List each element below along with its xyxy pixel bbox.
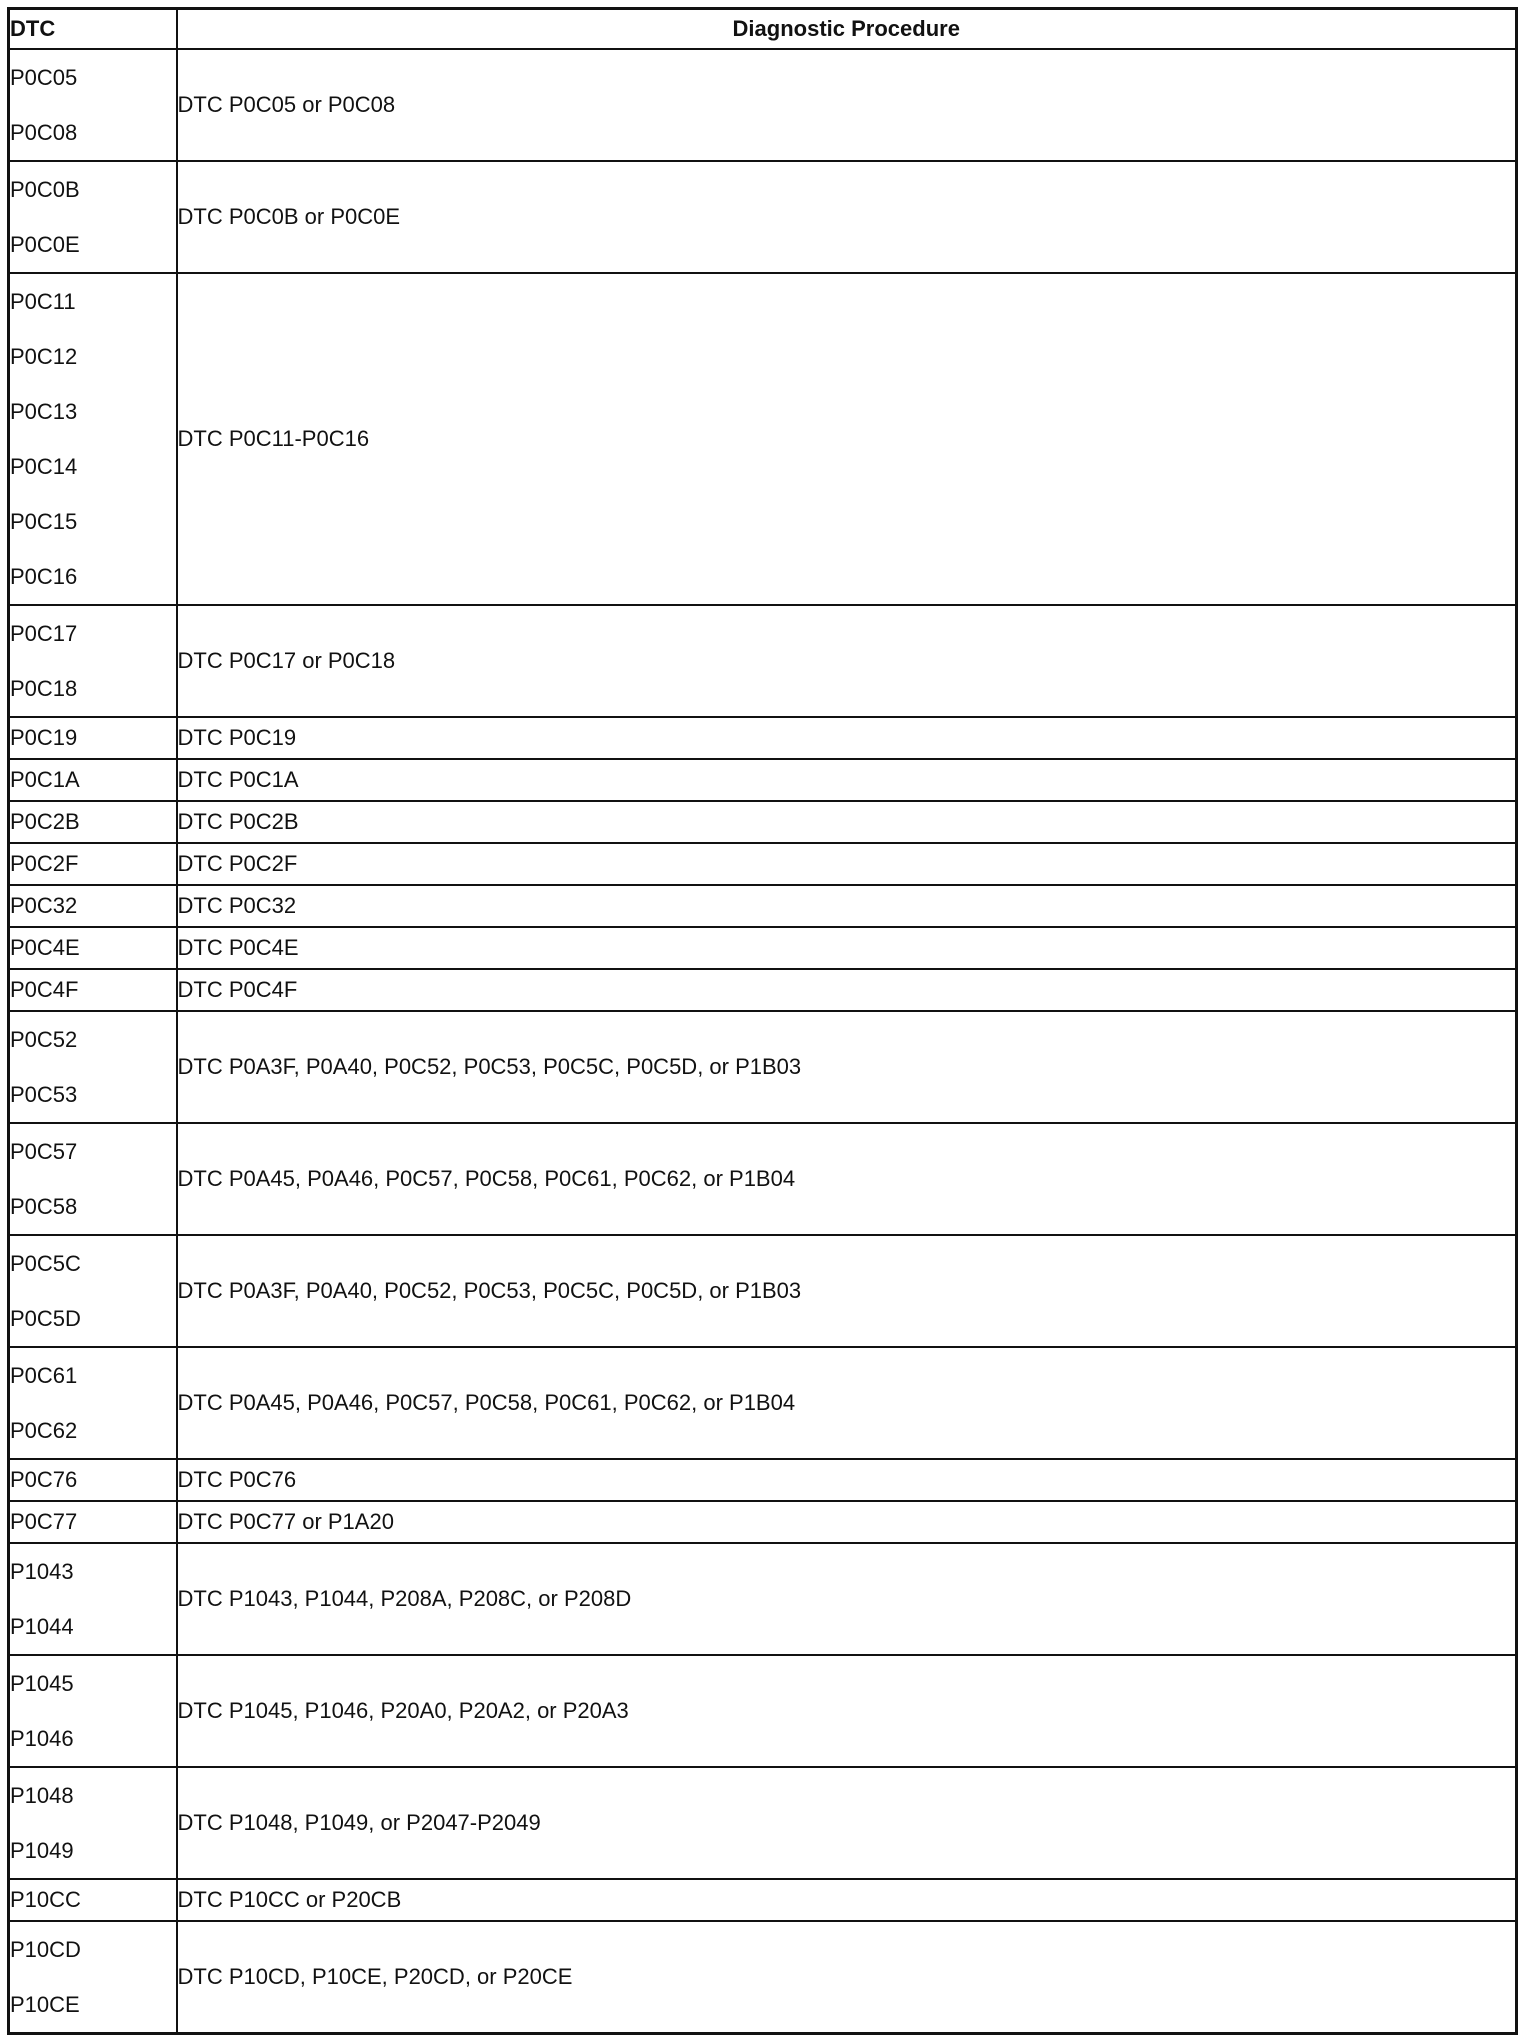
dtc-code: P0C15 (10, 509, 78, 534)
dtc-code: P0C52 (10, 1027, 78, 1052)
table-row (9, 759, 1517, 801)
dtc-code-cell (9, 927, 177, 969)
dtc-code: P1049 (10, 1838, 74, 1863)
table-row (9, 605, 1517, 717)
dtc-code-cell (9, 717, 177, 759)
table-row (9, 1767, 1517, 1879)
dtc-code-cell (9, 605, 177, 717)
header-dtc: DTC (9, 9, 177, 50)
dtc-code-cell (9, 1501, 177, 1543)
table-row (9, 927, 1517, 969)
table-row (9, 273, 1517, 605)
dtc-code: P0C0B (10, 177, 80, 202)
dtc-code: P0C5D (10, 1306, 81, 1331)
dtc-code: P10CC (10, 1887, 81, 1912)
table-row (9, 885, 1517, 927)
diagnostic-procedure-cell: DTC P1043, P1044, P208A, P208C, or P208D (177, 1543, 1517, 1655)
diagnostic-procedure-cell: DTC P0C17 or P0C18 (177, 605, 1517, 717)
dtc-code: P1046 (10, 1726, 74, 1751)
dtc-code: P0C2F (10, 851, 79, 876)
dtc-code-cell (9, 1767, 177, 1879)
diagnostic-procedure-cell: DTC P0C76 (177, 1459, 1517, 1501)
dtc-code-cell (9, 759, 177, 801)
table-row (9, 1011, 1517, 1123)
diagnostic-procedure-cell: DTC P0C77 or P1A20 (177, 1501, 1517, 1543)
diagnostic-procedure-cell: DTC P10CC or P20CB (177, 1879, 1517, 1921)
dtc-code: P1043 (10, 1559, 74, 1584)
diagnostic-procedure-cell: DTC P0A3F, P0A40, P0C52, P0C53, P0C5C, P0C5D, or P1B03 (177, 1011, 1517, 1123)
dtc-code: P0C77 (10, 1509, 78, 1534)
table-row (9, 717, 1517, 759)
dtc-code-cell (9, 1879, 177, 1921)
diagnostic-procedure-cell: DTC P1048, P1049, or P2047-P2049 (177, 1767, 1517, 1879)
dtc-code: P0C12 (10, 344, 78, 369)
table-row (9, 969, 1517, 1011)
diagnostic-procedure-cell: DTC P0C19 (177, 717, 1517, 759)
table-row (9, 1123, 1517, 1235)
table-row (9, 1235, 1517, 1347)
table-row (9, 49, 1517, 161)
table-body (9, 49, 1517, 2034)
diagnostic-procedure-cell: DTC P10CD, P10CE, P20CD, or P20CE (177, 1921, 1517, 2034)
table-row (9, 1655, 1517, 1767)
dtc-code: P0C05 (10, 65, 78, 90)
dtc-code-cell (9, 1011, 177, 1123)
table-row (9, 161, 1517, 273)
dtc-code-cell (9, 1347, 177, 1459)
dtc-code: P0C2B (10, 809, 80, 834)
dtc-code-cell (9, 1921, 177, 2034)
dtc-code-cell (9, 1235, 177, 1347)
dtc-code-cell (9, 1123, 177, 1235)
dtc-code: P0C16 (10, 564, 78, 589)
table-row (9, 1501, 1517, 1543)
dtc-code-cell (9, 801, 177, 843)
dtc-code: P10CE (10, 1992, 80, 2017)
dtc-code: P0C17 (10, 621, 78, 646)
dtc-code: P0C1A (10, 767, 80, 792)
dtc-code-cell (9, 1459, 177, 1501)
diagnostic-procedure-cell: DTC P1045, P1046, P20A0, P20A2, or P20A3 (177, 1655, 1517, 1767)
dtc-code: P0C19 (10, 725, 78, 750)
header-diagnostic-procedure: Diagnostic Procedure (177, 9, 1517, 50)
diagnostic-procedure-cell: DTC P0C4F (177, 969, 1517, 1011)
table-row (9, 1921, 1517, 2034)
dtc-code-cell (9, 969, 177, 1011)
dtc-code: P0C13 (10, 399, 78, 424)
diagnostic-procedure-cell: DTC P0C2B (177, 801, 1517, 843)
dtc-code: P0C5C (10, 1251, 81, 1276)
dtc-code: P1048 (10, 1783, 74, 1808)
dtc-code: P0C11 (10, 289, 76, 314)
dtc-code-cell (9, 885, 177, 927)
dtc-code-cell (9, 1655, 177, 1767)
diagnostic-procedure-cell: DTC P0A45, P0A46, P0C57, P0C58, P0C61, P0C62, or P1B04 (177, 1347, 1517, 1459)
table-row (9, 1879, 1517, 1921)
dtc-code: P0C53 (10, 1082, 78, 1107)
dtc-code: P0C14 (10, 454, 78, 479)
dtc-code-cell (9, 1543, 177, 1655)
diagnostic-procedure-cell: DTC P0C0B or P0C0E (177, 161, 1517, 273)
dtc-code: P1045 (10, 1671, 74, 1696)
dtc-code: P0C61 (10, 1363, 78, 1388)
table-row (9, 1543, 1517, 1655)
diagnostic-procedure-cell: DTC P0C05 or P0C08 (177, 49, 1517, 161)
diagnostic-procedure-cell: DTC P0C11-P0C16 (177, 273, 1517, 605)
table-row (9, 801, 1517, 843)
header-row (9, 9, 1517, 50)
diagnostic-procedure-cell: DTC P0C1A (177, 759, 1517, 801)
dtc-code: P0C4E (10, 935, 80, 960)
dtc-code: P0C18 (10, 676, 78, 701)
table-row (9, 1459, 1517, 1501)
diagnostic-procedure-cell: DTC P0C32 (177, 885, 1517, 927)
diagnostic-procedure-cell: DTC P0C2F (177, 843, 1517, 885)
table-row (9, 843, 1517, 885)
dtc-code-cell (9, 273, 177, 605)
dtc-code-cell (9, 161, 177, 273)
dtc-code: P0C0E (10, 232, 80, 257)
dtc-code: P10CD (10, 1937, 81, 1962)
dtc-code-cell (9, 843, 177, 885)
diagnostic-procedure-cell: DTC P0A3F, P0A40, P0C52, P0C53, P0C5C, P0C5D, or P1B03 (177, 1235, 1517, 1347)
dtc-code: P0C57 (10, 1139, 78, 1164)
dtc-code: P0C76 (10, 1467, 78, 1492)
dtc-code: P0C62 (10, 1418, 78, 1443)
diagnostic-procedure-cell: DTC P0C4E (177, 927, 1517, 969)
dtc-table (7, 7, 1518, 2035)
diagnostic-procedure-cell: DTC P0A45, P0A46, P0C57, P0C58, P0C61, P0C62, or P1B04 (177, 1123, 1517, 1235)
dtc-code-cell (9, 49, 177, 161)
dtc-code: P0C08 (10, 120, 78, 145)
dtc-code: P0C58 (10, 1194, 78, 1219)
table-row (9, 1347, 1517, 1459)
dtc-code: P0C4F (10, 977, 79, 1002)
dtc-code: P1044 (10, 1614, 74, 1639)
dtc-code: P0C32 (10, 893, 78, 918)
